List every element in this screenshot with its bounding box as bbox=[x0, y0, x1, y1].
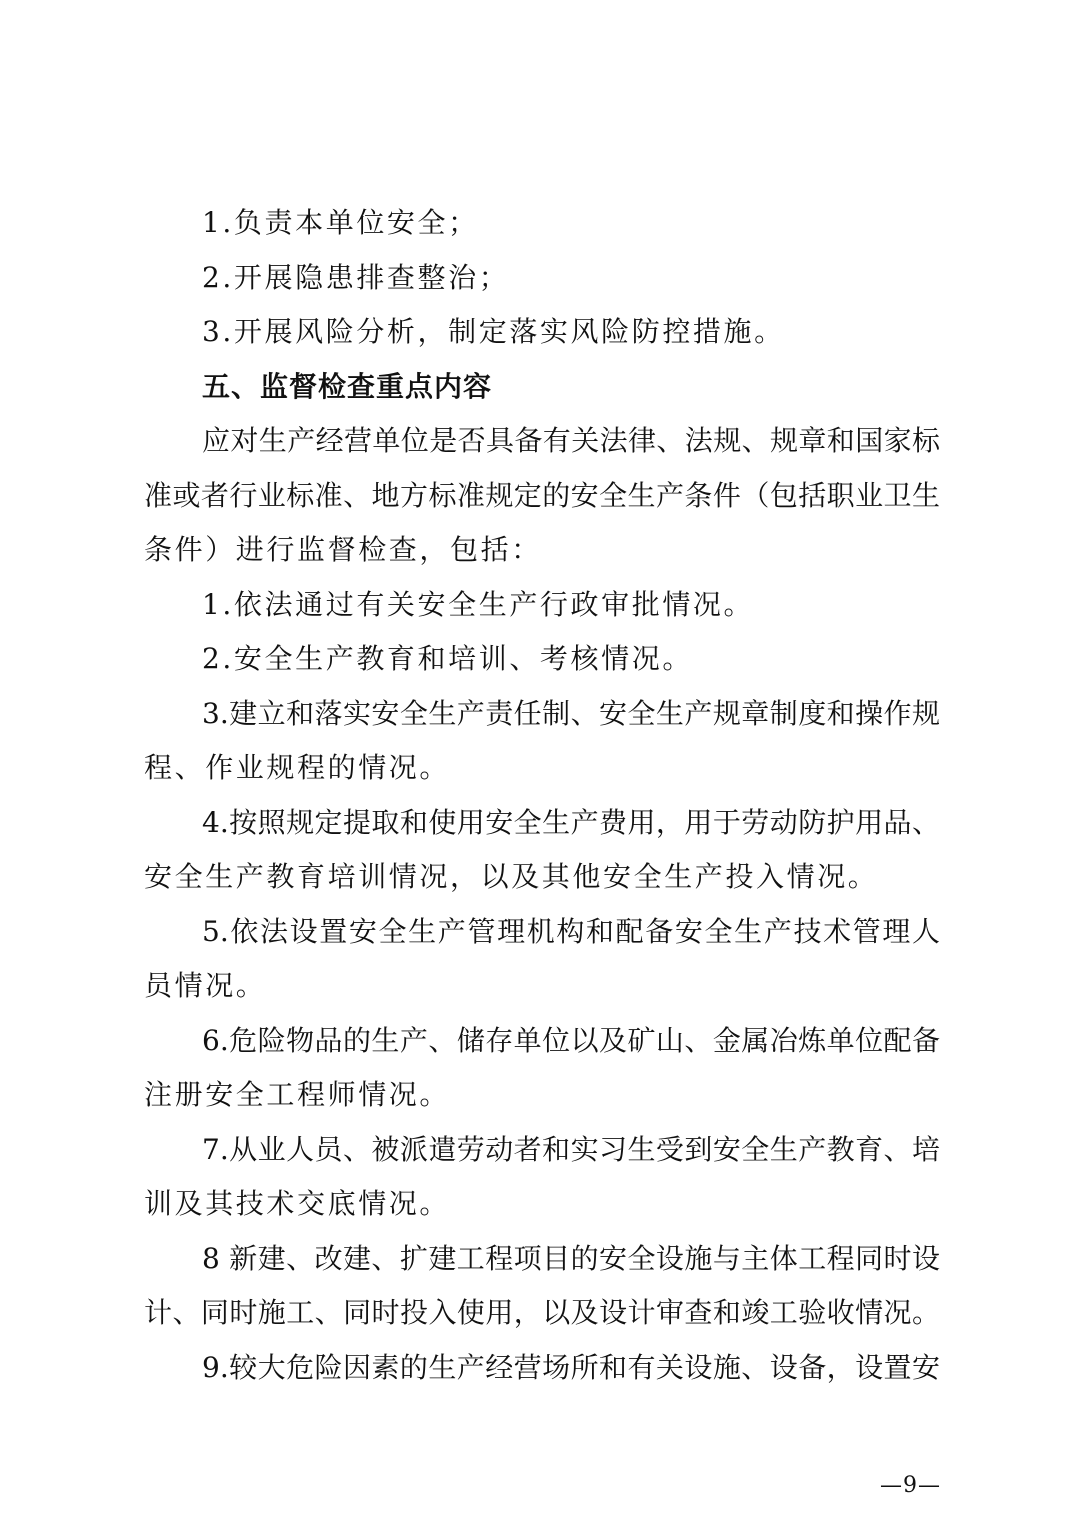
check-item-5 bbox=[144, 905, 940, 1014]
text-line: 员情况。 bbox=[144, 969, 267, 1002]
text-line: 4.按照规定提取和使用安全生产费用，用于劳动防护用品、 bbox=[202, 805, 940, 839]
check-item-1 bbox=[144, 578, 940, 633]
check-item-2 bbox=[144, 632, 940, 687]
text-line: 7.从业人员、被派遣劳动者和实习生受到安全生产教育、培 bbox=[202, 1132, 940, 1166]
check-item-6 bbox=[144, 1014, 940, 1123]
text-line: 6.危险物品的生产、储存单位以及矿山、金属冶炼单位配备 bbox=[202, 1023, 940, 1057]
page-number: —9— bbox=[880, 1473, 941, 1498]
intro-item-1 bbox=[144, 196, 940, 251]
check-item-9 bbox=[144, 1341, 940, 1396]
document-body bbox=[144, 196, 940, 1395]
section-heading: 五、监督检查重点内容 bbox=[202, 369, 493, 403]
intro-item-3 bbox=[144, 305, 940, 360]
check-item-7 bbox=[144, 1123, 940, 1232]
text-line: 注册安全工程师情况。 bbox=[144, 1078, 451, 1111]
text-line: 2.安全生产教育和培训、考核情况。 bbox=[202, 642, 693, 675]
text-line: 8 新建、改建、扩建工程项目的安全设施与主体工程同时设 bbox=[202, 1241, 940, 1275]
text-line: 应对生产经营单位是否具备有关法律、法规、规章和国家标 bbox=[202, 424, 940, 457]
text-line: 3.建立和落实安全生产责任制、安全生产规章制度和操作规 bbox=[202, 696, 940, 730]
check-item-8 bbox=[144, 1232, 940, 1341]
text-line: 9.较大危险因素的生产经营场所和有关设施、设备，设置安 bbox=[202, 1350, 940, 1384]
text-line: 5.依法设置安全生产管理机构和配备安全生产技术管理人 bbox=[202, 914, 940, 948]
text-line: 2.开展隐患排查整治； bbox=[202, 260, 510, 294]
text-line: 计、同时施工、同时投入使用，以及设计审查和竣工验收情况。 bbox=[144, 1296, 940, 1329]
text-line: 程、作业规程的情况。 bbox=[144, 751, 451, 784]
text-line: 准或者行业标准、地方标准规定的安全生产条件（包括职业卫生 bbox=[144, 478, 940, 512]
intro-item-2 bbox=[144, 251, 940, 306]
check-item-3 bbox=[144, 687, 940, 796]
text-line: 1.负责本单位安全； bbox=[202, 206, 479, 239]
text-line: 安全生产教育培训情况，以及其他安全生产投入情况。 bbox=[144, 860, 879, 893]
text-line: 1.依法通过有关安全生产行政审批情况。 bbox=[202, 587, 755, 621]
text-line: 3.开展风险分析，制定落实风险防控措施。 bbox=[202, 315, 785, 348]
check-item-4 bbox=[144, 796, 940, 905]
intro-paragraph bbox=[144, 414, 940, 578]
text-line: 条件）进行监督检查，包括： bbox=[144, 533, 542, 566]
text-line: 训及其技术交底情况。 bbox=[144, 1187, 451, 1220]
